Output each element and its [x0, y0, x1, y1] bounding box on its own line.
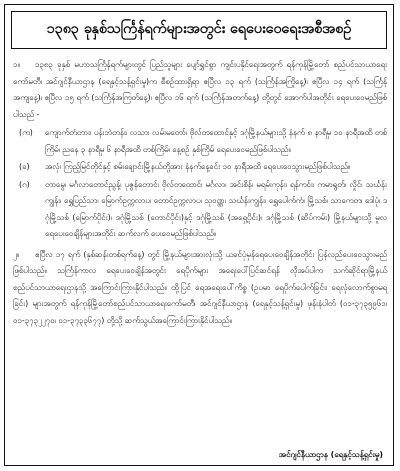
schedule-item-text: အလုံ၊ ကြည့်မြင်တိုင်နှင့် စမ်းချောင်းမြို့နယ်တို့အား နံနက်နေ့ခင်း ၁၀ နာရီအထိ ရေပေးဝေသွားမည်ဖြစ်ပါသည်။ — [45, 162, 351, 171]
schedule-item — [13, 125, 387, 158]
schedule-item-marker: (ခ) — [19, 162, 30, 171]
paragraph-1-number: ၁။ — [13, 60, 20, 69]
schedule-item-marker: (ဂ) — [19, 179, 30, 189]
schedule-item-text: ကျောက်တံတား၊ ပန်းဘဲတန်း၊ လသာ၊ လမ်းမတော်၊ ဗိုလ်တထောင်နှင့် ဒဂုံမြို့နယ်များသို့ နံနက် ၈ နာရီမှ ၁၀ နာရီအထိ တစ်ကြိမ်၊ ညနေ ၃ နာရီမှ ၆ နာရီအထိ တစ်ကြိမ်၊ နေ့စဉ် နှစ်ကြိမ် ရေပေးဝေမည်ဖြစ်ပါသည်။ — [45, 128, 387, 154]
water-supply-notice — [4, 4, 394, 466]
paragraph-2-number: ၂။ — [13, 249, 20, 259]
notice-body — [13, 57, 387, 331]
notice-title: ၁၃၈၃ ခုနှစ်သင်္ကြန်ရက်များအတွင်း ရေပေးဝေရေးအစီအစဉ် — [11, 11, 387, 49]
paragraph-2-text: ဧပြီလ ၁၇ ရက် (နှစ်ဆန်းတစ်ရက်နေ့) တွင် မြို့နယ်များအားလုံးသို့ ယခင်ပုံမှန်ရေပေးဝေချိန်အတိုင်း ပြန်လည်ပေးဝေသွားမည်ဖြစ်ပါသည်။ သင်္ကြန်ကာလ ရေပေးဝေချိန်အတွင်း ရေပိုက်များ အရေးပေါ်ပြင်ဆင်ရန် လိုအပ်ပါက သက်ဆိုင်ရာမြို့နယ်စည်ပင်သာယာရေးဌာနသို့ အကြောင်းကြားနိုင်ပါသည်။ ထို့ပြင် ရေအရေးပေါ်ကိစ္စ (ဥပမာ ရေပိုက်ပေါက်ခြင်း၊ ရေလုံလောက်စွာမရခြင်း) များအတွက် ရန်ကုန်မြို့တော်စည်ပင်သာယာရေးကော်မတီ၊ အင်ဂျင်နီယာဌာန (ရေနှင့်သန့်ရှင်းမှု) ဖုန်းနံပါတ် (၀၁-၃၇၃၅၉၆၁၊ ၀၁-၃၇၃၂၂၇၀၊ ၀၁-၃၇၃၃၆၇၇) တို့သို့ ဆက်သွယ်အကြောင်းကြားနိုင်ပါသည်။ — [13, 249, 387, 325]
schedule-item — [13, 159, 387, 176]
paragraph-2 — [13, 247, 387, 330]
notice-signature: အင်ဂျင်နီယာဌာန (ရေနှင့်သန့်ရှင်းမှု) — [278, 450, 383, 459]
paragraph-1 — [13, 57, 387, 123]
schedule-item-text: တာမွေ၊ မင်္ဂလာတောင်ညွန့်၊ ပုဇွန်တောင်၊ ဗိုလ်တထောင်၊ မင်္ဂလာ၊ အင်းစိန်၊ မရမ်းကုန်း၊ ရန်ကင်း၊ ကမာရွတ်၊ လှိုင်၊ သင်္ဃန်းကျွန်း၊ ရွှေပြည်သာ၊ မြောက်ဥက္ကလာပ၊ တောင်ဥက္ကလာပ၊ သုဝဏ္ဏ၊ သင်္ဃန်းကျွန်း၊ ရွှေပေါက်ကံ၊ မြို့သစ်၊ သာကေတ၊ ဒေါပုံ၊ ဒဂုံမြို့သစ် (မြောက်ပိုင်း)၊ ဒဂုံမြို့သစ် (တောင်ပိုင်း)နှင့် ဒဂုံမြို့သစ် (အရှေ့ပိုင်း)၊ ဒဂုံမြို့သစ် (ဆိပ်ကမ်း) မြို့နယ်များသို့ မူလရေပေးဝေချိန်များအတိုင်း ဆက်လက် ပေးဝေမည်ဖြစ်ပါသည်။ — [45, 179, 387, 238]
paragraph-1-text: ၁၃၈၃ ခုနှစ် မဟာသင်္ကြန်ရက်များတွင် ပြည်သူများ ပျော်ရွှင်စွာ ကျင်းပနိုင်ရေးအတွက် ရန်ကုန်မြို့တော် စည်ပင်သာယာရေးကော်မတီ၊ အင်ဂျင်နီယာဌာန (ရေနှင့်သန့်ရှင်းမှု)က စီစဉ်ထားရှိရာ ဧပြီလ ၁၃ ရက် (သင်္ကြန်အကြိုနေ့)၊ ဧပြီလ ၁၄ ရက် (သင်္ကြန်အကျနေ့)၊ ဧပြီလ ၁၅ ရက် (သင်္ကြန်အကြတ်နေ့)၊ ဧပြီလ ၁၆ ရက် (သင်္ကြန်အတက်နေ့) တို့တွင် အောက်ပါအတိုင်း ရေပေးဝေမည်ဖြစ်ပါသည် - — [13, 60, 387, 119]
schedule-list — [13, 125, 387, 243]
schedule-item — [13, 177, 387, 243]
schedule-item-marker: (က) — [19, 128, 33, 137]
